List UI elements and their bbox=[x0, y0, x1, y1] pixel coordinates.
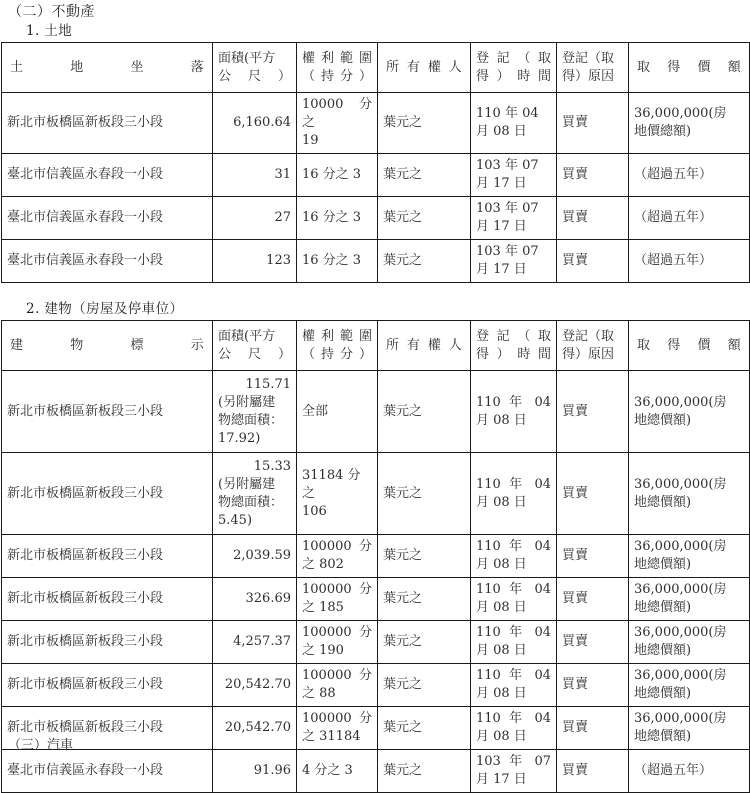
cell-area: 326.69 bbox=[213, 578, 297, 621]
section-heading-real-estate: （二）不動產 bbox=[8, 4, 95, 20]
cell-register-cause: 買賣 bbox=[557, 664, 629, 707]
cell-price: （超過五年） bbox=[629, 750, 750, 793]
cell-register-time: 110 年 04 月 08 日 bbox=[471, 453, 557, 535]
header-land-register-time: 登 記 （ 取 得 ） 時 間 bbox=[471, 43, 557, 93]
cell-register-time: 103 年 07 月 17 日 bbox=[471, 197, 557, 240]
table-row bbox=[2, 750, 750, 793]
cell-area: 4,257.37 bbox=[213, 621, 297, 664]
table-row bbox=[2, 371, 750, 453]
cell-owner: 葉元之 bbox=[378, 750, 471, 793]
cell-share: 31184 分之 106 bbox=[297, 453, 378, 535]
cell-owner: 葉元之 bbox=[378, 197, 471, 240]
cell-register-cause: 買賣 bbox=[557, 707, 629, 750]
cell-area: 2,039.59 bbox=[213, 535, 297, 578]
cell-register-time: 110 年 04 月 08 日 bbox=[471, 535, 557, 578]
cell-price: 36,000,000(房 地總價額) bbox=[629, 621, 750, 664]
cell-price: （超過五年） bbox=[629, 240, 750, 283]
land-table-header-row bbox=[2, 43, 750, 93]
cell-location: 新北市板橋區新板段三小段 bbox=[2, 707, 213, 750]
table-row bbox=[2, 240, 750, 283]
cell-share: 16 分之 3 bbox=[297, 240, 378, 283]
cell-register-time: 110 年 04 月 08 日 bbox=[471, 93, 557, 154]
cell-location: 臺北市信義區永春段一小段 bbox=[2, 240, 213, 283]
cell-register-time: 110 年 04 月 08 日 bbox=[471, 664, 557, 707]
cell-register-cause: 買賣 bbox=[557, 453, 629, 535]
cell-owner: 葉元之 bbox=[378, 664, 471, 707]
cell-register-time: 110 年 04 月 08 日 bbox=[471, 371, 557, 453]
cell-location: 新北市板橋區新板段三小段 bbox=[2, 664, 213, 707]
header-building-share: 權 利 範 圍 （ 持 分 ） bbox=[297, 321, 378, 371]
cell-owner: 葉元之 bbox=[378, 154, 471, 197]
cell-share: 100000 分 之 31184 bbox=[297, 707, 378, 750]
header-building-location: 建 物 標 示 bbox=[2, 321, 213, 371]
cell-register-cause: 買賣 bbox=[557, 154, 629, 197]
cell-register-time: 103 年 07 月 17 日 bbox=[471, 154, 557, 197]
cell-price: 36,000,000(房 地總價額) bbox=[629, 578, 750, 621]
header-land-price: 取 得 價 額 bbox=[629, 43, 750, 93]
table-row bbox=[2, 93, 750, 154]
cell-price: （超過五年） bbox=[629, 154, 750, 197]
cell-share: 10000 分之 19 bbox=[297, 93, 378, 154]
cell-share: 100000 分 之 190 bbox=[297, 621, 378, 664]
cell-share: 全部 bbox=[297, 371, 378, 453]
cell-area: 20,542.70 bbox=[213, 664, 297, 707]
table-row bbox=[2, 621, 750, 664]
cell-area: 91.96 bbox=[213, 750, 297, 793]
bottom-partial-heading: （三）汽車 bbox=[8, 738, 74, 753]
subsection-heading-building: 2. 建物（房屋及停車位） bbox=[26, 301, 184, 317]
cell-location: 新北市板橋區新板段三小段 bbox=[2, 93, 213, 154]
table-row bbox=[2, 197, 750, 240]
cell-price: 36,000,000(房 地總價額) bbox=[629, 535, 750, 578]
building-table bbox=[1, 320, 750, 793]
cell-register-cause: 買賣 bbox=[557, 750, 629, 793]
cell-location: 臺北市信義區永春段一小段 bbox=[2, 750, 213, 793]
cell-register-cause: 買賣 bbox=[557, 197, 629, 240]
section-gap bbox=[0, 283, 750, 301]
cell-register-cause: 買賣 bbox=[557, 578, 629, 621]
cell-share: 16 分之 3 bbox=[297, 197, 378, 240]
cell-location: 新北市板橋區新板段三小段 bbox=[2, 535, 213, 578]
cell-location: 臺北市信義區永春段一小段 bbox=[2, 197, 213, 240]
cell-location: 新北市板橋區新板段三小段 bbox=[2, 578, 213, 621]
cell-location: 新北市板橋區新板段三小段 bbox=[2, 453, 213, 535]
cell-owner: 葉元之 bbox=[378, 371, 471, 453]
cell-register-cause: 買賣 bbox=[557, 93, 629, 154]
cell-area: 15.33 (另附屬建 物總面積： 5.45) bbox=[213, 453, 297, 535]
building-table-body bbox=[2, 371, 750, 793]
cell-register-time: 110 年 04 月 08 日 bbox=[471, 578, 557, 621]
cell-register-cause: 買賣 bbox=[557, 371, 629, 453]
cell-owner: 葉元之 bbox=[378, 93, 471, 154]
cell-owner: 葉元之 bbox=[378, 578, 471, 621]
table-row bbox=[2, 664, 750, 707]
cell-area: 6,160.64 bbox=[213, 93, 297, 154]
cell-area: 31 bbox=[213, 154, 297, 197]
table-row bbox=[2, 578, 750, 621]
header-building-area: 面積(平方 公 尺 ） bbox=[213, 321, 297, 371]
header-land-share: 權 利 範 圍 （ 持 分 ） bbox=[297, 43, 378, 93]
cell-location: 新北市板橋區新板段三小段 bbox=[2, 371, 213, 453]
cell-share: 100000 分 之 88 bbox=[297, 664, 378, 707]
cell-owner: 葉元之 bbox=[378, 621, 471, 664]
land-table bbox=[1, 42, 750, 283]
cell-register-time: 103 年 07 月 17 日 bbox=[471, 240, 557, 283]
cell-register-time: 110 年 04 月 08 日 bbox=[471, 621, 557, 664]
cell-area: 123 bbox=[213, 240, 297, 283]
header-land-location: 土 地 坐 落 bbox=[2, 43, 213, 93]
header-building-register-cause: 登記（取 得）原因 bbox=[557, 321, 629, 371]
table-row bbox=[2, 154, 750, 197]
cell-price: 36,000,000(房 地總價額) bbox=[629, 371, 750, 453]
header-building-owner: 所 有 權 人 bbox=[378, 321, 471, 371]
cell-register-cause: 買賣 bbox=[557, 621, 629, 664]
cell-register-cause: 買賣 bbox=[557, 535, 629, 578]
table-row bbox=[2, 453, 750, 535]
header-land-area: 面積(平方 公 尺 ） bbox=[213, 43, 297, 93]
cell-share: 4 分之 3 bbox=[297, 750, 378, 793]
cell-share: 16 分之 3 bbox=[297, 154, 378, 197]
subsection-heading-land: 1. 土地 bbox=[26, 23, 73, 39]
cell-price: 36,000,000(房 地總價額) bbox=[629, 453, 750, 535]
cell-owner: 葉元之 bbox=[378, 535, 471, 578]
cell-price: 36,000,000(房 地總價額) bbox=[629, 707, 750, 750]
header-building-register-time: 登 記 （ 取 得 ） 時 間 bbox=[471, 321, 557, 371]
cell-owner: 葉元之 bbox=[378, 453, 471, 535]
cell-price: 36,000,000(房 地總價額) bbox=[629, 664, 750, 707]
cell-register-cause: 買賣 bbox=[557, 240, 629, 283]
header-building-price: 取 得 價 額 bbox=[629, 321, 750, 371]
cell-location: 新北市板橋區新板段三小段 bbox=[2, 621, 213, 664]
building-table-header-row bbox=[2, 321, 750, 371]
land-table-body bbox=[2, 93, 750, 283]
cell-price: 36,000,000(房 地價總額) bbox=[629, 93, 750, 154]
cell-area: 115.71 (另附屬建 物總面積： 17.92) bbox=[213, 371, 297, 453]
table-row bbox=[2, 535, 750, 578]
cell-share: 100000 分 之 185 bbox=[297, 578, 378, 621]
cell-register-time: 110 年 04 月 08 日 bbox=[471, 707, 557, 750]
header-land-register-cause: 登記（取 得）原因 bbox=[557, 43, 629, 93]
header-land-owner: 所 有 權 人 bbox=[378, 43, 471, 93]
document-page bbox=[0, 3, 750, 787]
cell-area: 27 bbox=[213, 197, 297, 240]
cell-owner: 葉元之 bbox=[378, 707, 471, 750]
cell-price: （超過五年） bbox=[629, 197, 750, 240]
cell-owner: 葉元之 bbox=[378, 240, 471, 283]
cell-area: 20,542.70 bbox=[213, 707, 297, 750]
cell-share: 100000 分 之 802 bbox=[297, 535, 378, 578]
cell-register-time: 103 年 07 月 17 日 bbox=[471, 750, 557, 793]
table-row bbox=[2, 707, 750, 750]
cell-location: 臺北市信義區永春段一小段 bbox=[2, 154, 213, 197]
